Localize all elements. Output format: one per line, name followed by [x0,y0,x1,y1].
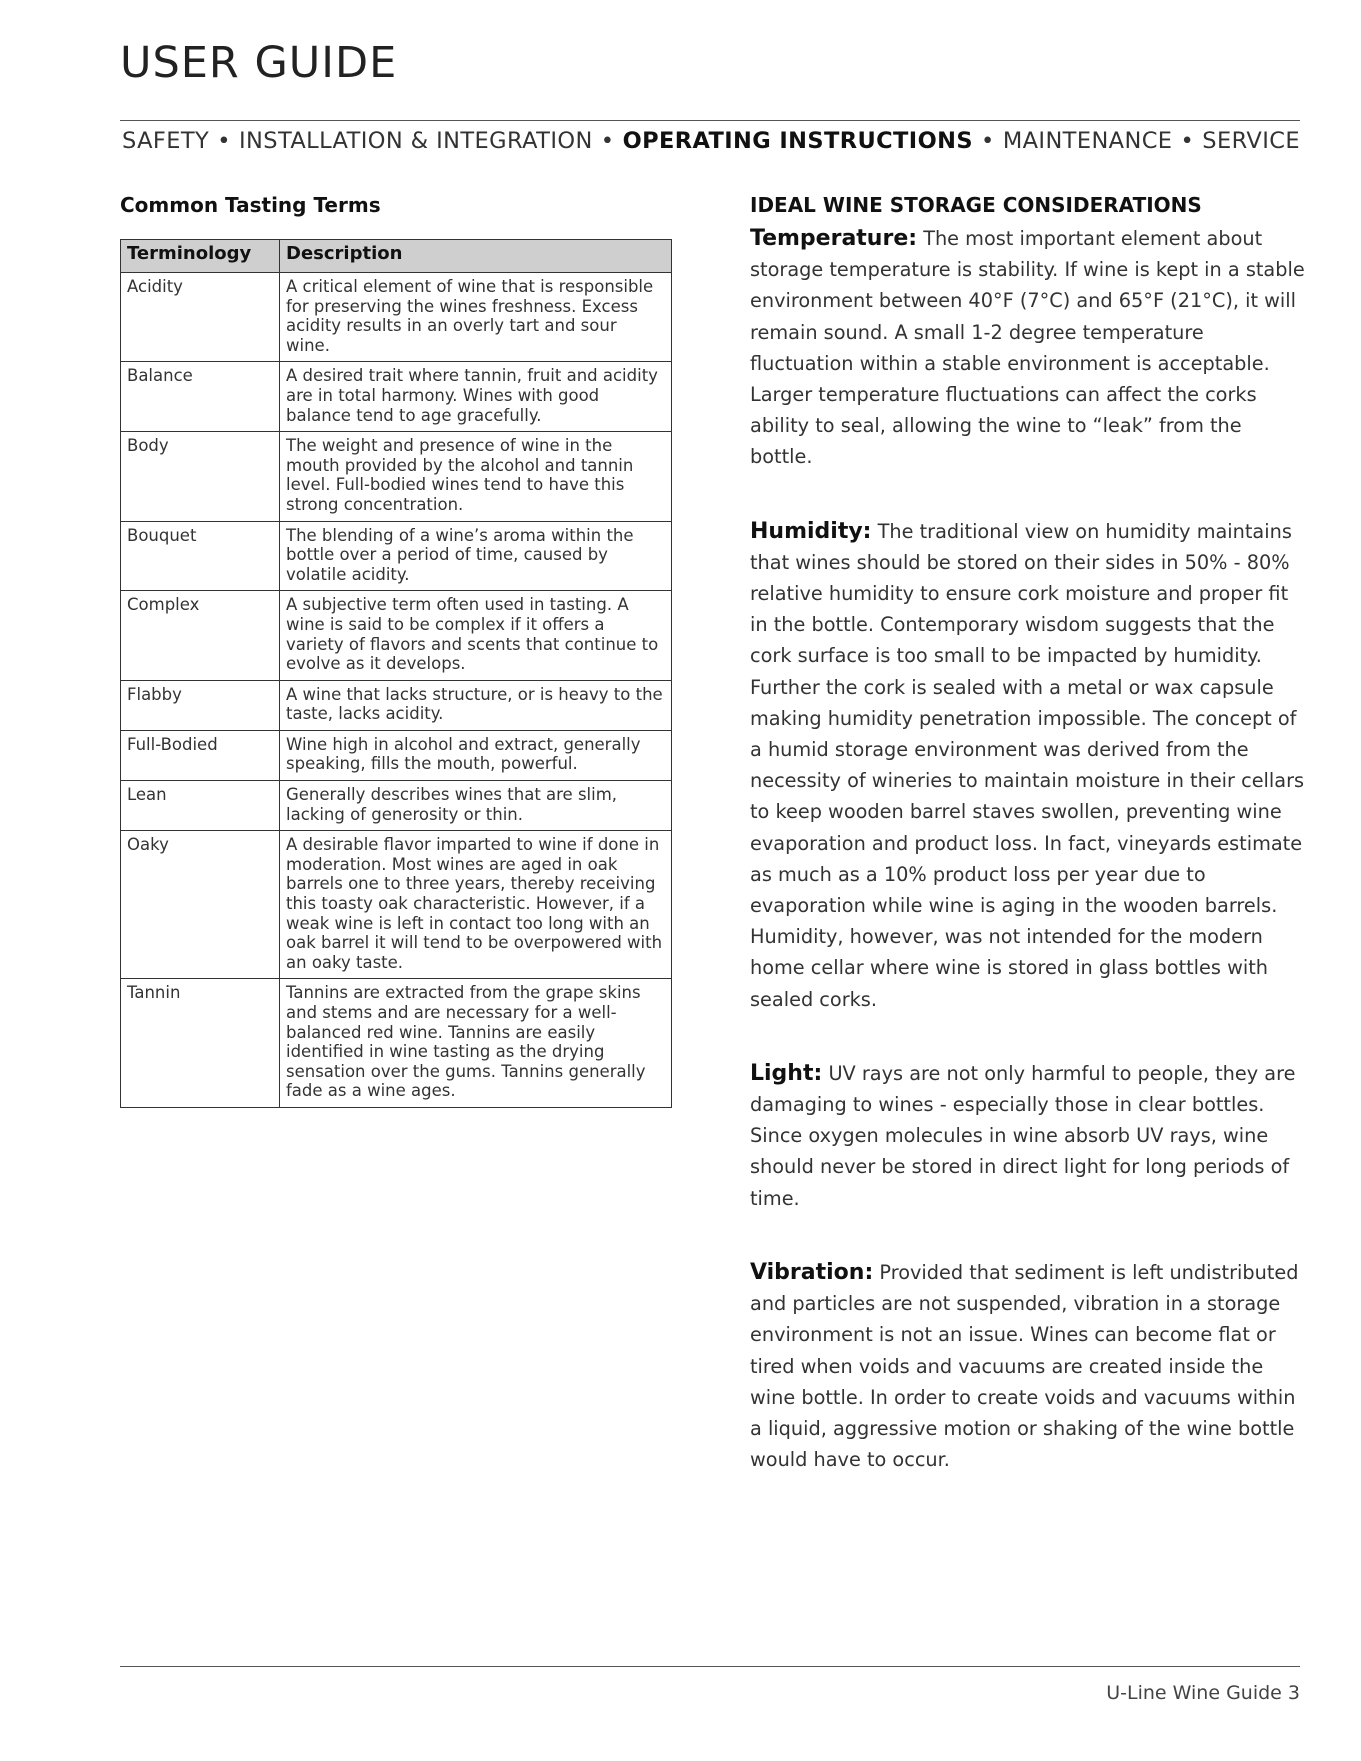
term-cell: Bouquet [121,521,280,591]
term-cell: Balance [121,362,280,432]
description-cell: A desired trait where tannin, fruit and acidity are in total harmony. Wines with good balance tend to age gracefully. [280,362,672,432]
temperature-body: The most important element about storage temperature is stability. If wine is kept in a stable environment between 40°F (7°C) and 65°F (21°C), it will remain sound. A small 1-2 degree temperature fluctuation within a stable environment is acceptable. Larger temperature fluctuations can affect the corks ability to seal, allowing the wine to “leak” from the bottle. [750,227,1305,469]
term-cell: Acidity [121,273,280,362]
storage-heading: IDEAL WINE STORAGE CONSIDERATIONS [750,193,1202,217]
storage-considerations [750,193,1305,1475]
term-cell: Complex [121,591,280,680]
light-paragraph [750,1058,1305,1214]
term-cell: Lean [121,781,280,831]
table-row [121,273,672,362]
table-row [121,831,672,979]
description-cell: A desirable flavor imparted to wine if done in moderation. Most wines are aged in oak barrels one to three years, thereby receiving this toasty oak characteristic. However, if a weak wine is left in contact too long with an oak barrel it will tend to be overpowered with an oaky taste. [280,831,672,979]
term-cell: Flabby [121,680,280,730]
nav-item-safety: SAFETY [122,128,210,154]
description-cell: The blending of a wine’s aroma within the bottle over a period of time, caused by volatile acidity. [280,521,672,591]
table-row [121,680,672,730]
term-cell: Full-Bodied [121,730,280,780]
humidity-body: The traditional view on humidity maintains that wines should be stored on their sides in 50% - 80% relative humidity to ensure cork moisture and proper fit in the bottle. Contemporary wisdom suggests that the cork surface is too small to be impacted by humidity. Further the cork is sealed with a metal or wax capsule making humidity penetration impossible. The concept of a humid storage environment was derived from the necessity of wineries to maintain moisture in their cellars to keep wooden barrel staves swollen, preventing wine evaporation and product loss. In fact, vineyards estimate as much as a 10% product loss per year due to evaporation while wine is aging in the wooden barrels. Humidity, however, was not intended for the modern home cellar where wine is stored in glass bottles with sealed corks. [750,519,1305,1011]
description-cell: The weight and presence of wine in the mouth provided by the alcohol and tannin level. Full-bodied wines tend to have this strong concentration. [280,432,672,521]
temperature-paragraph [750,223,1305,473]
term-cell: Body [121,432,280,521]
humidity-paragraph [750,516,1305,1015]
term-cell: Oaky [121,831,280,979]
temperature-title: Temperature: [750,226,918,251]
nav-item-maintenance: MAINTENANCE [1002,128,1173,154]
description-cell: Tannins are extracted from the grape skins and stems and are necessary for a well-balanced red wine. Tannins are easily identified in wine tasting as the drying sensation over the gums. Tannins generally fade as a wine ages. [280,979,672,1108]
light-body: UV rays are not only harmful to people, they are damaging to wines - especially those in clear bottles. Since oxygen molecules in wine absorb UV rays, wine should never be stored in direct light for long periods of time. [750,1061,1296,1210]
table-row [121,591,672,680]
nav-item-service: SERVICE [1202,128,1300,154]
nav-separator: • [1180,128,1195,154]
table-row [121,432,672,521]
nav-item-operating-instructions: OPERATING INSTRUCTIONS [622,128,973,154]
nav-separator: • [217,128,231,154]
table-row [121,781,672,831]
table-row [121,979,672,1108]
description-cell: Generally describes wines that are slim, lacking of generosity or thin. [280,781,672,831]
description-cell: A subjective term often used in tasting. A wine is said to be complex if it offers a variety of flavors and scents that continue to evolve as it develops. [280,591,672,680]
description-cell: Wine high in alcohol and extract, generally speaking, fills the mouth, powerful. [280,730,672,780]
column-header-terminology: Terminology [121,240,280,273]
header-divider [120,120,1300,121]
humidity-title: Humidity: [750,518,872,544]
light-title: Light: [750,1060,823,1086]
nav-item-installation: INSTALLATION & INTEGRATION [239,128,593,154]
table-row [121,521,672,591]
vibration-body: Provided that sediment is left undistributed and particles are not suspended, vibration in a storage environment is not an issue. Wines can become flat or tired when voids and vacuums are created inside the wine bottle. In order to create voids and vacuums within a liquid, aggressive motion or shaking of the wine bottle would have to occur. [750,1260,1299,1472]
table-row [121,362,672,432]
table-row [121,730,672,780]
nav-separator: • [981,128,995,154]
footer-divider [120,1666,1300,1667]
tasting-terms-heading: Common Tasting Terms [120,193,381,217]
nav-separator: • [600,128,615,154]
column-header-description: Description [280,240,672,273]
page-title: USER GUIDE [120,38,398,88]
section-breadcrumb [122,128,1300,154]
vibration-paragraph [750,1257,1305,1475]
table-header-row [121,240,672,273]
description-cell: A critical element of wine that is responsible for preserving the wines freshness. Excess acidity results in an overly tart and sour wine. [280,273,672,362]
description-cell: A wine that lacks structure, or is heavy to the taste, lacks acidity. [280,680,672,730]
term-cell: Tannin [121,979,280,1108]
tasting-terms-table [120,239,672,1108]
vibration-title: Vibration: [750,1259,874,1285]
page-footer: U-Line Wine Guide 3 [1106,1682,1300,1704]
